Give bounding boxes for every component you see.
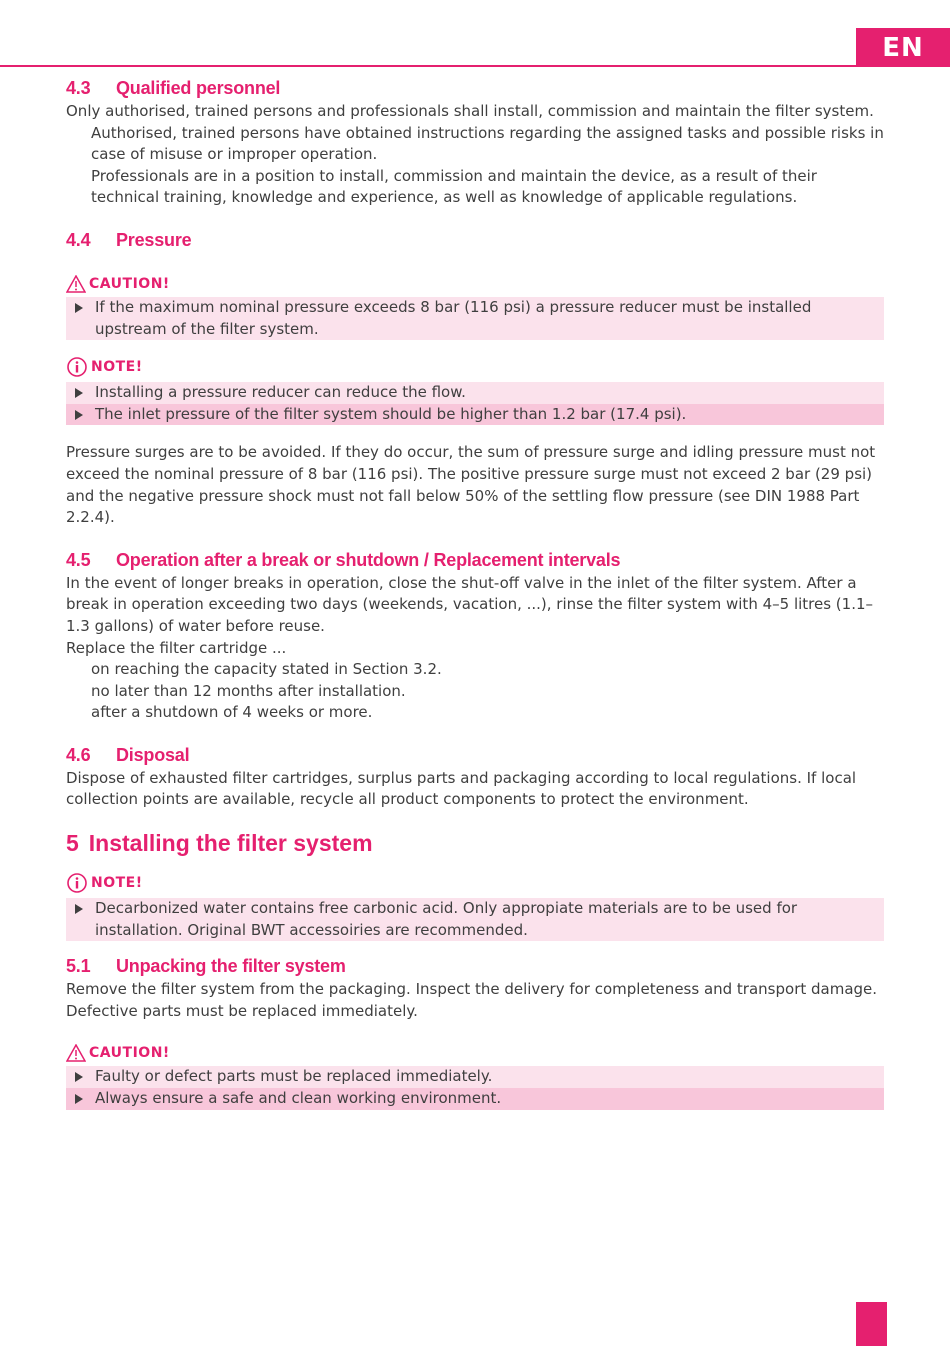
- bullet-text: Always ensure a safe and clean working environment.: [95, 1089, 502, 1108]
- section-title: Operation after a break or shutdown / Replacement intervals: [116, 549, 621, 570]
- chapter-number: 5: [66, 830, 79, 857]
- note-label: NOTE!: [91, 359, 143, 376]
- bullet-arrow-icon: [75, 904, 83, 914]
- bullet-text: Installing a pressure reducer can reduce the flow.: [95, 383, 466, 402]
- section-heading: [66, 76, 884, 101]
- info-icon: [66, 356, 88, 378]
- section-heading: [66, 228, 884, 253]
- section-title: Disposal: [116, 744, 190, 765]
- paragraph: Remove the filter system from the packaging. Inspect the delivery for completeness and transport damage. Defective parts must be replaced immediately.: [66, 980, 878, 1020]
- bullet-item: [66, 297, 884, 340]
- caution-heading: [66, 273, 884, 295]
- bullet-item: [66, 404, 884, 426]
- caution-heading: [66, 1042, 884, 1064]
- chapter-title: Installing the filter system: [88, 830, 373, 857]
- language-label: EN: [882, 32, 924, 63]
- bullet-item: [66, 1066, 884, 1088]
- section-heading: [66, 954, 884, 979]
- section-number: 4.3: [66, 78, 91, 98]
- section-4-6: [66, 743, 884, 811]
- list-item: on reaching the capacity stated in Section 3.2.: [91, 660, 442, 679]
- bullet-arrow-icon: [75, 1072, 83, 1082]
- paragraph: In the event of longer breaks in operation, close the shut-off valve in the inlet of the filter system. After a break in operation exceeding two days (weekends, vacation, ...), rinse the filter system with 4–5 litres (1.1–1.3 gallons) of water before reuse.: [66, 573, 874, 635]
- section-title: Unpacking the filter system: [116, 956, 346, 977]
- bullet-item: [66, 382, 884, 404]
- note-label: NOTE!: [91, 875, 143, 892]
- bullet-arrow-icon: [75, 410, 83, 420]
- info-icon: [66, 872, 88, 894]
- language-tab: [856, 28, 950, 67]
- page-content: [66, 76, 884, 1110]
- section-number: 4.6: [66, 744, 91, 765]
- note-box: [66, 898, 884, 941]
- header-rule: [0, 65, 950, 67]
- warning-icon: [66, 275, 86, 293]
- section-5-1: [66, 954, 884, 1109]
- note-heading: [66, 356, 884, 378]
- bullet-text: Faulty or defect parts must be replaced immediately.: [95, 1067, 493, 1086]
- section-5: [66, 828, 884, 941]
- paragraph: Dispose of exhausted filter cartridges, surplus parts and packaging according to local regulations. If local collection points are available, recycle all product components to protect the environment.: [66, 768, 857, 809]
- bullet-text: The inlet pressure of the filter system should be higher than 1.2 bar (17.4 psi).: [95, 404, 687, 423]
- bullet-arrow-icon: [75, 303, 83, 313]
- section-number: 4.4: [66, 229, 91, 250]
- bullet-text: If the maximum nominal pressure exceeds 8 bar (116 psi) a pressure reducer must be installed upstream of the filter system.: [95, 297, 812, 338]
- list-item: Authorised, trained persons have obtained instructions regarding the assigned tasks and possible risks in case of misuse or improper operation.: [91, 123, 884, 164]
- caution-box: [66, 1066, 884, 1109]
- note-heading: [66, 872, 884, 894]
- caution-label: CAUTION!: [89, 1045, 170, 1062]
- bullet-arrow-icon: [75, 1094, 83, 1104]
- bullet-arrow-icon: [75, 388, 83, 398]
- section-4-3: [66, 76, 884, 209]
- section-number: 4.5: [66, 549, 91, 570]
- section-title: Qualified personnel: [116, 78, 281, 98]
- paragraph: Replace the filter cartridge ...: [66, 638, 287, 657]
- section-number: 5.1: [66, 956, 91, 977]
- page-marker: [856, 1302, 887, 1346]
- section-4-5: [66, 548, 884, 724]
- caution-label: CAUTION!: [89, 275, 170, 292]
- note-box: [66, 382, 884, 425]
- paragraph: Only authorised, trained persons and professionals shall install, commission and maintain the filter system.: [66, 102, 874, 120]
- list-item: no later than 12 months after installation.: [91, 681, 406, 700]
- bullet-item: [66, 898, 884, 941]
- list-item: Professionals are in a position to install, commission and maintain the device, as a result of their technical training, knowledge and experience, as well as knowledge of applicable regulations.: [91, 166, 817, 207]
- warning-icon: [66, 1044, 86, 1062]
- section-heading: [66, 548, 884, 573]
- bullet-item: [66, 1088, 884, 1110]
- paragraph: Pressure surges are to be avoided. If they do occur, the sum of pressure surge and idling pressure must not exceed the nominal pressure of 8 bar (116 psi). The positive pressure surge must not exceed 2 bar (29 psi) and the negative pressure shock must not fall below 50% of the settling flow pressure (see DIN 1988 Part 2.2.4).: [66, 443, 876, 527]
- bullet-text: Decarbonized water contains free carbonic acid. Only appropiate materials are to be used for installation. Original BWT accessoiries are recommended.: [95, 899, 798, 939]
- list-item: after a shutdown of 4 weeks or more.: [91, 703, 373, 722]
- section-title: Pressure: [116, 229, 192, 250]
- caution-box: [66, 297, 884, 340]
- chapter-heading: [66, 828, 884, 858]
- section-heading: [66, 743, 884, 768]
- section-4-4: [66, 228, 884, 529]
